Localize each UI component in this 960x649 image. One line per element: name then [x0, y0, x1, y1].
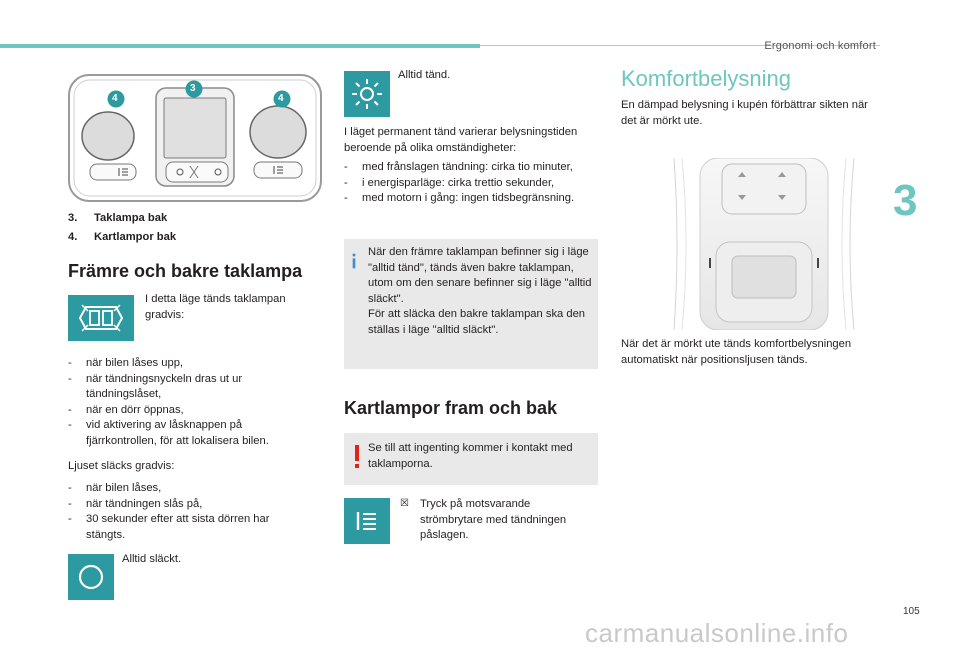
circle-off-icon: [76, 562, 106, 592]
list-item: - när tändningen slås på,: [68, 497, 298, 513]
callout-3: 3: [190, 83, 196, 94]
caption-3-text: Taklampa bak: [94, 212, 168, 224]
map-lamp-icon: [352, 506, 382, 536]
always-on-label: Alltid tänd.: [398, 69, 451, 81]
callout-4-right: 4: [278, 93, 284, 104]
info-text: När den främre taklampan befinner sig i läge "alltid tänd", tänds även bakre taklampan, utom om den senare befinner sig i läge "alltid släckt". För att släcka den bakre taklampan ska den ställas i läge "alltid släckt".: [368, 246, 592, 336]
list-item: - med motorn i gång: ingen tidsbegränsning.: [344, 191, 602, 207]
press-switch-text: Tryck på motsvarande strömbrytare med tändningen påslagen.: [420, 498, 567, 542]
section-title-map-lamps: Kartlampor fram och bak: [344, 398, 558, 418]
always-off-icon-box: [68, 554, 114, 600]
caption-4-num: 4.: [68, 231, 78, 243]
sun-on-icon: [350, 77, 384, 111]
callout-4-left: 4: [112, 93, 118, 104]
lamp-off-intro: Ljuset släcks gradvis:: [68, 460, 175, 472]
permanent-mode-list: [344, 160, 602, 207]
warning-icon: [353, 445, 361, 469]
list-item: - i energisparläge: cirka trettio sekunder,: [344, 176, 602, 192]
door-light-icon: [76, 301, 126, 335]
door-mode-icon-box: [68, 295, 134, 341]
comfort-note: När det är mörkt ute tänds komfortbelysningen automatiskt när positionsljusen tänds.: [621, 338, 852, 366]
section-title-front-rear-lamp: Främre och bakre taklampa: [68, 261, 303, 281]
always-on-icon-box: [344, 71, 390, 117]
list-item: - 30 sekunder efter att sista dörren har stängts.: [68, 512, 298, 543]
header-bar: [0, 44, 480, 48]
list-item: - vid aktivering av låsknappen på fjärrkontrollen, för att lokalisera bilen.: [68, 418, 298, 449]
watermark: carmanualsonline.info: [585, 618, 849, 648]
warning-text: Se till att ingenting kommer i kontakt med taklamporna.: [368, 442, 573, 470]
caption-3: [68, 211, 167, 227]
warning-box: [344, 433, 598, 485]
cabin-ceiling-illustration: [670, 158, 858, 330]
check-icon: ☒: [400, 498, 409, 509]
caption-4-text: Kartlampor bak: [94, 231, 177, 243]
page-number: 105: [903, 606, 920, 617]
list-item: - när en dörr öppnas,: [68, 403, 298, 419]
door-mode-intro: I detta läge tänds taklampan gradvis:: [145, 293, 286, 321]
lamp-on-list: [68, 356, 298, 450]
map-lamp-icon-box: [344, 498, 390, 544]
list-item: - med frånslagen tändning: cirka tio minuter,: [344, 160, 602, 176]
always-off-label: Alltid släckt.: [122, 553, 182, 565]
list-item: - när bilen låses,: [68, 481, 298, 497]
caption-4: [68, 230, 176, 246]
comfort-intro: En dämpad belysning i kupén förbättrar sikten när det är mörkt ute.: [621, 99, 868, 127]
chapter-tab-number: 3: [893, 176, 918, 225]
list-item: - när tändningsnyckeln dras ut ur tändningslåset,: [68, 372, 298, 403]
section-title-comfort-lighting: Komfortbelysning: [621, 66, 791, 91]
list-item: - när bilen låses upp,: [68, 356, 298, 372]
caption-3-num: 3.: [68, 212, 78, 224]
comfort-lighting-photo: [670, 158, 858, 330]
rear-lamp-figure: [68, 74, 322, 202]
chapter-title: Ergonomi och komfort: [764, 40, 876, 52]
info-icon: [352, 251, 356, 271]
lamp-off-list: [68, 481, 298, 543]
info-box: [344, 239, 598, 369]
permanent-mode-text: I läget permanent tänd varierar belysningstiden beroende på olika omständigheter:: [344, 126, 578, 154]
